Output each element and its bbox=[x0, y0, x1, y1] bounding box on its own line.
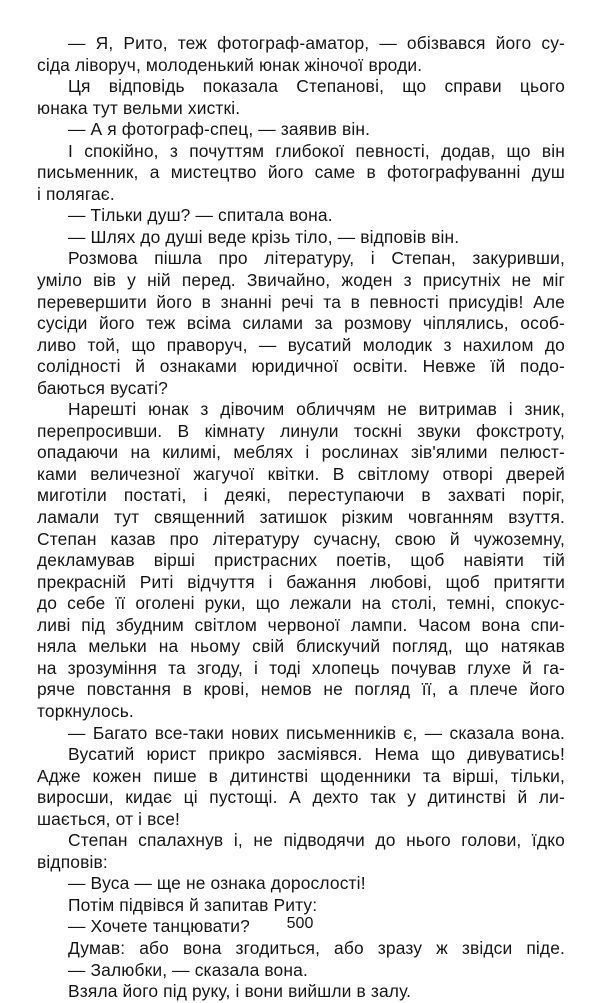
text-line: Ця відповідь показала Степанові, що справи цього bbox=[68, 76, 565, 97]
text-line: письменник, а мистецтво його саме в фотографуванні душ bbox=[37, 162, 565, 183]
text-line: няла мельки на ньому свій блискучий погляд, що натякав bbox=[37, 636, 565, 657]
text-line: ливо той, що праворуч, — вусатий молодик з нахилом до bbox=[37, 334, 565, 355]
text-line: Нарешті юнак з дівочим обличчям не витримав і зник, bbox=[68, 399, 565, 420]
text-line: Степан казав про літературу сучасну, свою й чужоземну, bbox=[37, 528, 565, 549]
text-line: Розмова пішла про літературу, і Степан, закуривши, bbox=[68, 248, 565, 269]
text-line: — Хочете танцювати? bbox=[68, 916, 250, 937]
text-line: сіда ліворуч, молоденький юнак жіночої вроди. bbox=[37, 54, 423, 75]
text-line: ками величезної жагучої квітки. В світлому отворі дверей bbox=[37, 463, 565, 484]
text-line: декламував вірші пристрасних поетів, щоб навіяти тій bbox=[37, 550, 565, 571]
text-line: перепросивши. В кімнату линули тоскні звуки фокстроту, bbox=[37, 420, 565, 441]
text-line: Потім підвівся й запитав Риту: bbox=[68, 894, 318, 915]
text-line: — А я фотограф-спец, — заявив він. bbox=[68, 119, 371, 140]
text-line: виросши, кидає ці пустощі. А дехто так у дитинстві й ли- bbox=[37, 787, 565, 808]
text-line: на зрозуміння та згоду, і тоді хлопець почував глухе й га- bbox=[37, 657, 565, 678]
text-line: І спокійно, з почуттям глибокої певності, додав, що він bbox=[68, 140, 565, 161]
text-line: Степан спалахнув і, не підводячи до нього голови, їдко bbox=[68, 830, 565, 851]
text-line: сусіди його теж всіма силами за розмову чіплялись, особ- bbox=[37, 313, 565, 334]
text-line: до себе її оголені руки, що лежали на столі, темні, спокус- bbox=[37, 593, 565, 614]
text-line: — Залюбки, — сказала вона. bbox=[68, 959, 308, 980]
text-line: Взяла його під руку, і вони вийшли в залу. bbox=[68, 981, 412, 1002]
text-line: шається, от і все! bbox=[37, 808, 181, 829]
text-line: — Тільки душ? — спитала вона. bbox=[68, 205, 333, 226]
book-page-text bbox=[37, 33, 565, 1003]
text-line: ливі під збудним світлом червоної лампи. Часом вона спи- bbox=[37, 614, 565, 635]
text-line: опадаючи на килимі, меблях і рослинах зів'ялими пелюст- bbox=[37, 442, 565, 463]
text-line: Вусатий юрист прикро засміявся. Нема що дивуватись! bbox=[68, 744, 565, 765]
text-line: перевершити його в знанні речі та в певності присудів! Але bbox=[37, 291, 565, 312]
text-line: баються вусаті? bbox=[37, 377, 168, 398]
page-number: 500 bbox=[286, 915, 314, 932]
text-line: прекрасній Риті відчуття і бажання любові, щоб притягти bbox=[37, 571, 565, 592]
text-line: — Шлях до душі веде крізь тіло, — відповів він. bbox=[68, 226, 460, 247]
text-line: — Багато все-таки нових письменників є, — сказала вона. bbox=[68, 722, 565, 743]
text-line: уміло вів у ній перед. Звичайно, жоден з присутніх не міг bbox=[37, 270, 565, 291]
text-line: ламали тут священний затишок різким човганням взуття. bbox=[37, 507, 565, 528]
text-line: — Я, Рито, теж фотограф-аматор, — обізвався його су- bbox=[68, 33, 565, 53]
text-line: ряче повстання в крові, немов не погляд її, а плече його bbox=[37, 679, 565, 700]
text-line: юнака тут вельми хисткі. bbox=[37, 97, 241, 118]
text-line: Адже кожен пише в дитинстві щоденники та вірші, тільки, bbox=[37, 765, 565, 786]
text-line: — Вуса — ще не ознака дорослості! bbox=[68, 873, 366, 894]
text-line: і полягає. bbox=[37, 183, 115, 204]
text-line: торкнулось. bbox=[37, 700, 134, 721]
text-line: солідності й ознаками юридичної освіти. Невже їй подо- bbox=[37, 356, 565, 377]
text-line: відповів: bbox=[37, 851, 108, 872]
text-line: Думав: або вона згодиться, або зразу ж звідси піде. bbox=[68, 937, 565, 958]
text-line: миготіли постаті, і деякі, переступаючи в захваті поріг, bbox=[37, 485, 565, 506]
